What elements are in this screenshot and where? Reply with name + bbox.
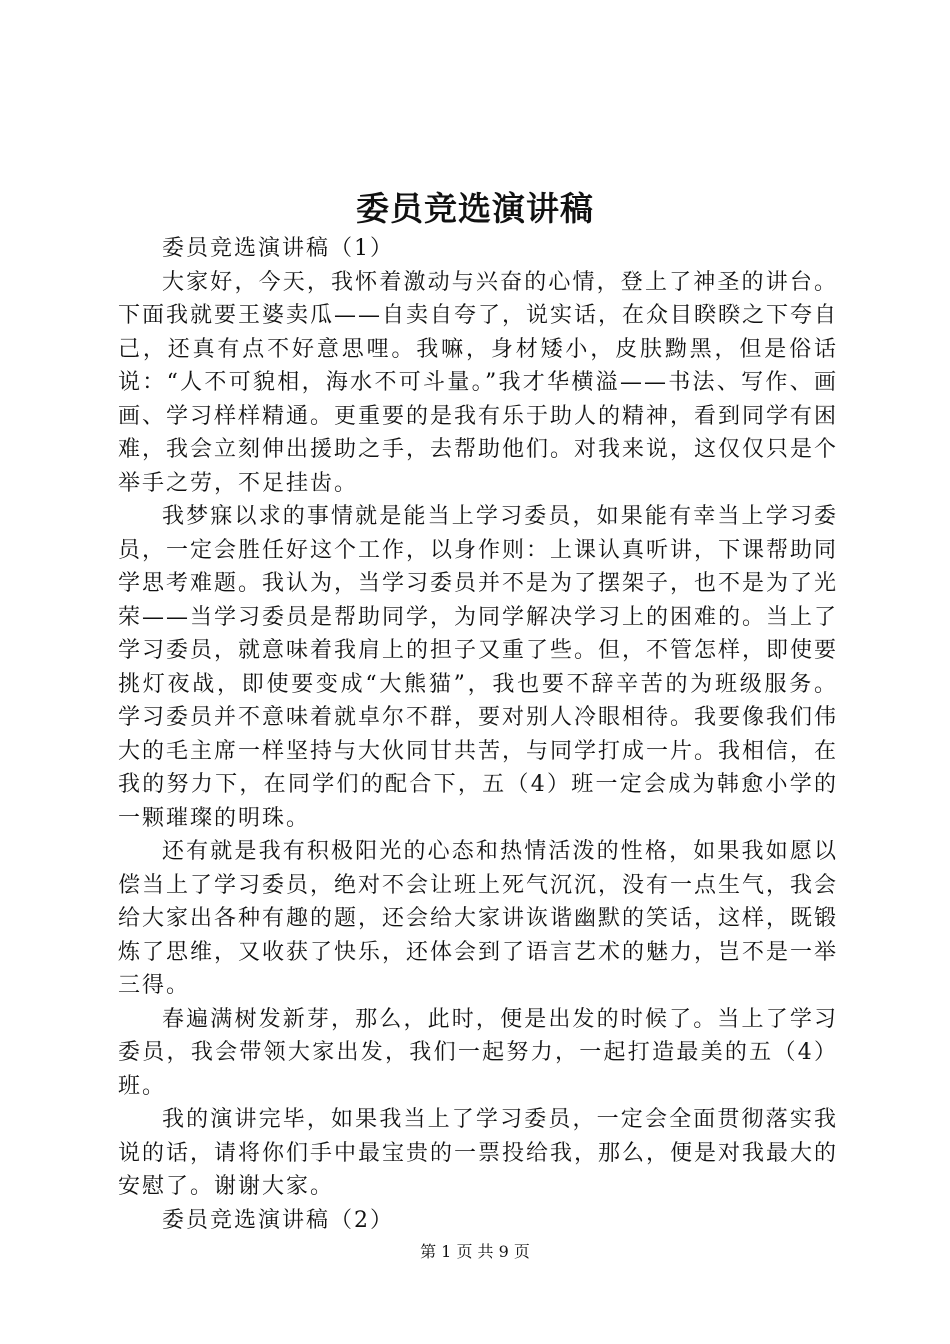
- paragraph: 大家好，今天，我怀着激动与兴奋的心情，登上了神圣的讲台。下面我就要王婆卖瓜——自卖自夸了，说实话，在众目睽睽之下夸自己，还真有点不好意思哩。我嘛，身材矮小，皮肤黝黑，但是俗话说：“人不可貌相，海水不可斗量。”我才华横溢——书法、写作、画画、学习样样精通。更重要的是我有乐于助人的精神，看到同学有困难，我会立刻伸出援助之手，去帮助他们。对我来说，这仅仅只是个举手之劳，不足挂齿。: [118, 269, 839, 496]
- section-heading-2: 委员竞选演讲稿（2）: [162, 1207, 394, 1233]
- paragraph: 我的演讲完毕，如果我当上了学习委员，一定会全面贯彻落实我说的话，请将你们手中最宝贵的一票投给我，那么，便是对我最大的安慰了。谢谢大家。: [118, 1107, 839, 1199]
- section-heading-1: 委员竞选演讲稿（1）: [162, 236, 394, 261]
- document-title: 委员竞选演讲稿: [356, 189, 594, 228]
- paragraph: 还有就是我有积极阳光的心态和热情活泼的性格，如果我如愿以偿当上了学习委员，绝对不会让班上死气沉沉，没有一点生气，我会给大家出各种有趣的题，还会给大家讲诙谐幽默的笑话，这样，既锻炼了思维，又收获了快乐，还体会到了语言艺术的魅力，岂不是一举三得。: [118, 839, 839, 998]
- paragraph: 我梦寐以求的事情就是能当上学习委员，如果能有幸当上学习委员，一定会胜任好这个工作，以身作则：上课认真听讲，下课帮助同学思考难题。我认为，当学习委员并不是为了摆架子，也不是为了光荣——当学习委员是帮助同学，为同学解决学习上的困难的。当上了学习委员，就意味着我肩上的担子又重了些。但，不管怎样，即使要挑灯夜战，即使要变成“大熊猫”，我也要不辞辛苦的为班级服务。学习委员并不意味着就卓尔不群，要对别人冷眼相待。我要像我们伟大的毛主席一样坚持与大伙同甘共苦，与同学打成一片。我相信，在我的努力下，在同学们的配合下，五（4）班一定会成为韩愈小学的一颗璀璨的明珠。: [118, 504, 839, 831]
- page-number-footer: 第 1 页 共 9 页: [420, 1242, 530, 1261]
- document-body: [118, 232, 838, 1237]
- paragraph: 春遍满树发新芽，那么，此时，便是出发的时候了。当上了学习委员，我会带领大家出发，我们一起努力，一起打造最美的五（4）班。: [118, 1006, 838, 1099]
